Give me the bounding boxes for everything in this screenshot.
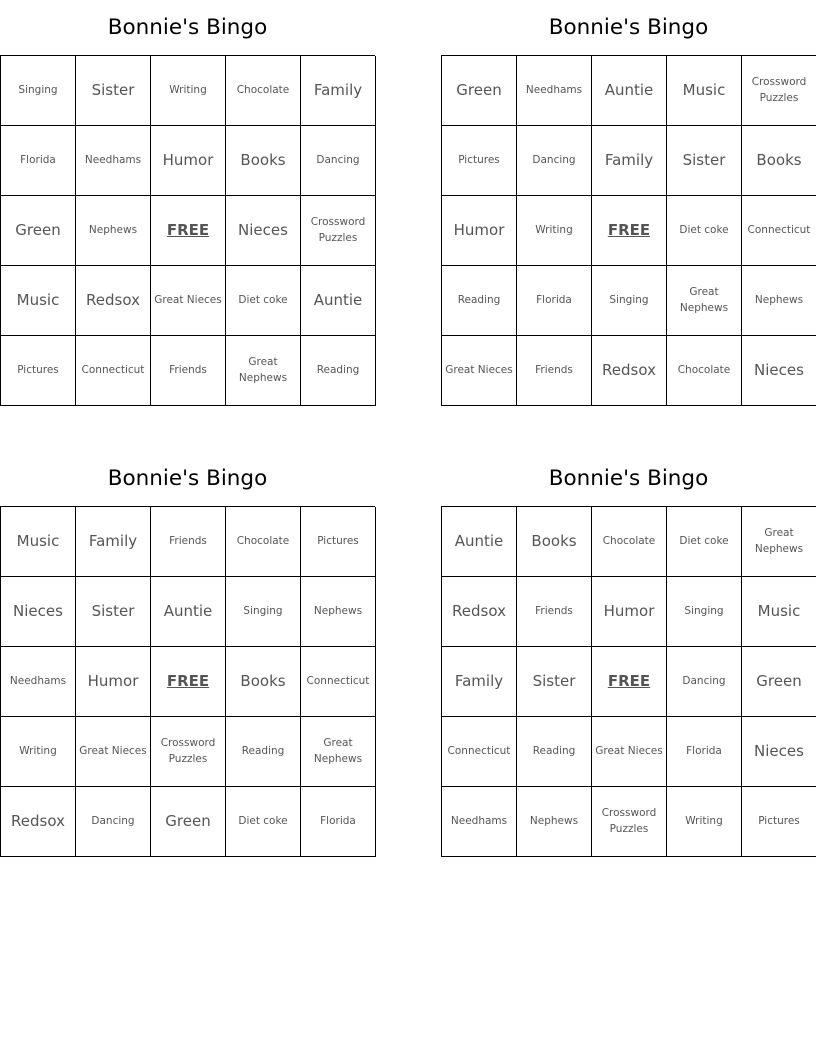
- card-title: Bonnie's Bingo: [548, 466, 709, 491]
- bingo-cell: Reading: [442, 266, 517, 336]
- bingo-cell: Friends: [517, 577, 592, 647]
- bingo-grid: [441, 506, 816, 857]
- free-space-cell: FREE: [592, 647, 667, 717]
- bingo-cell: Great Nephews: [667, 266, 742, 336]
- bingo-cell: Connecticut: [301, 647, 376, 717]
- bingo-cell: Dancing: [667, 647, 742, 717]
- card-title: Bonnie's Bingo: [548, 15, 709, 40]
- bingo-cell: Nephews: [76, 196, 151, 266]
- bingo-cell: Pictures: [301, 507, 376, 577]
- free-space-cell: FREE: [592, 196, 667, 266]
- bingo-cell: Dancing: [517, 126, 592, 196]
- bingo-cell: Pictures: [742, 787, 816, 857]
- bingo-grid: [441, 55, 816, 406]
- bingo-cell: Family: [442, 647, 517, 717]
- bingo-cell: Singing: [592, 266, 667, 336]
- bingo-cell: Connecticut: [442, 717, 517, 787]
- bingo-cell: Reading: [517, 717, 592, 787]
- bingo-cell: Nephews: [517, 787, 592, 857]
- bingo-cell: Music: [667, 56, 742, 126]
- bingo-cell: Nieces: [1, 577, 76, 647]
- bingo-cell: Nephews: [742, 266, 816, 336]
- bingo-cell: Books: [517, 507, 592, 577]
- bingo-cell: Diet coke: [667, 196, 742, 266]
- bingo-cell: Writing: [151, 56, 226, 126]
- bingo-cell: Family: [76, 507, 151, 577]
- bingo-cell: Auntie: [301, 266, 376, 336]
- bingo-cell: Connecticut: [76, 336, 151, 406]
- bingo-cell: Music: [1, 507, 76, 577]
- bingo-cell: Friends: [517, 336, 592, 406]
- bingo-cell: Chocolate: [226, 56, 301, 126]
- bingo-cell: Florida: [301, 787, 376, 857]
- bingo-cell: Florida: [667, 717, 742, 787]
- bingo-cell: Green: [1, 196, 76, 266]
- free-space-cell: FREE: [151, 647, 226, 717]
- card-title: Bonnie's Bingo: [107, 15, 268, 40]
- bingo-cell: Redsox: [592, 336, 667, 406]
- bingo-cell: Music: [1, 266, 76, 336]
- free-space-cell: FREE: [151, 196, 226, 266]
- bingo-cell: Singing: [226, 577, 301, 647]
- bingo-cell: Redsox: [1, 787, 76, 857]
- bingo-cell: Sister: [667, 126, 742, 196]
- bingo-grid: [0, 55, 375, 406]
- bingo-cell: Green: [151, 787, 226, 857]
- bingo-cell: Family: [301, 56, 376, 126]
- bingo-cell: Green: [442, 56, 517, 126]
- bingo-cell: Chocolate: [667, 336, 742, 406]
- bingo-cell: Redsox: [76, 266, 151, 336]
- bingo-cell: Reading: [301, 336, 376, 406]
- bingo-cell: Singing: [667, 577, 742, 647]
- bingo-cell: Needhams: [517, 56, 592, 126]
- bingo-cell: Auntie: [151, 577, 226, 647]
- bingo-cell: Books: [226, 647, 301, 717]
- bingo-cell: Nieces: [742, 717, 816, 787]
- bingo-cell: Great Nephews: [301, 717, 376, 787]
- bingo-cell: Nieces: [226, 196, 301, 266]
- bingo-cell: Needhams: [442, 787, 517, 857]
- bingo-cell: Crossword Puzzles: [151, 717, 226, 787]
- bingo-cell: Sister: [517, 647, 592, 717]
- bingo-cell: Writing: [667, 787, 742, 857]
- bingo-cell: Books: [226, 126, 301, 196]
- bingo-cell: Nephews: [301, 577, 376, 647]
- bingo-cell: Needhams: [76, 126, 151, 196]
- bingo-cell: Pictures: [442, 126, 517, 196]
- bingo-cell: Great Nephews: [742, 507, 816, 577]
- bingo-cell: Writing: [517, 196, 592, 266]
- bingo-cell: Friends: [151, 336, 226, 406]
- bingo-cell: Chocolate: [592, 507, 667, 577]
- bingo-cell: Nieces: [742, 336, 816, 406]
- bingo-cell: Florida: [517, 266, 592, 336]
- bingo-cell: Humor: [592, 577, 667, 647]
- bingo-cell: Auntie: [592, 56, 667, 126]
- bingo-cell: Crossword Puzzles: [301, 196, 376, 266]
- bingo-cell: Humor: [76, 647, 151, 717]
- bingo-grid: [0, 506, 375, 857]
- bingo-cell: Great Nieces: [592, 717, 667, 787]
- bingo-cell: Diet coke: [226, 787, 301, 857]
- bingo-cell: Music: [742, 577, 816, 647]
- bingo-cell: Dancing: [301, 126, 376, 196]
- bingo-cell: Redsox: [442, 577, 517, 647]
- bingo-cell: Writing: [1, 717, 76, 787]
- bingo-cell: Reading: [226, 717, 301, 787]
- bingo-cell: Great Nieces: [442, 336, 517, 406]
- bingo-cell: Sister: [76, 577, 151, 647]
- bingo-cell: Great Nieces: [151, 266, 226, 336]
- bingo-cell: Singing: [1, 56, 76, 126]
- bingo-cell: Green: [742, 647, 816, 717]
- bingo-cell: Dancing: [76, 787, 151, 857]
- bingo-cell: Great Nieces: [76, 717, 151, 787]
- bingo-cell: Diet coke: [226, 266, 301, 336]
- bingo-cell: Chocolate: [226, 507, 301, 577]
- bingo-cell: Connecticut: [742, 196, 816, 266]
- card-title: Bonnie's Bingo: [107, 466, 268, 491]
- bingo-cell: Crossword Puzzles: [742, 56, 816, 126]
- bingo-cell: Crossword Puzzles: [592, 787, 667, 857]
- bingo-cell: Great Nephews: [226, 336, 301, 406]
- bingo-cell: Diet coke: [667, 507, 742, 577]
- bingo-cell: Humor: [151, 126, 226, 196]
- bingo-cell: Needhams: [1, 647, 76, 717]
- bingo-cell: Books: [742, 126, 816, 196]
- bingo-cell: Sister: [76, 56, 151, 126]
- bingo-cell: Friends: [151, 507, 226, 577]
- bingo-cell: Humor: [442, 196, 517, 266]
- bingo-cell: Florida: [1, 126, 76, 196]
- bingo-cell: Auntie: [442, 507, 517, 577]
- bingo-cell: Family: [592, 126, 667, 196]
- bingo-cell: Pictures: [1, 336, 76, 406]
